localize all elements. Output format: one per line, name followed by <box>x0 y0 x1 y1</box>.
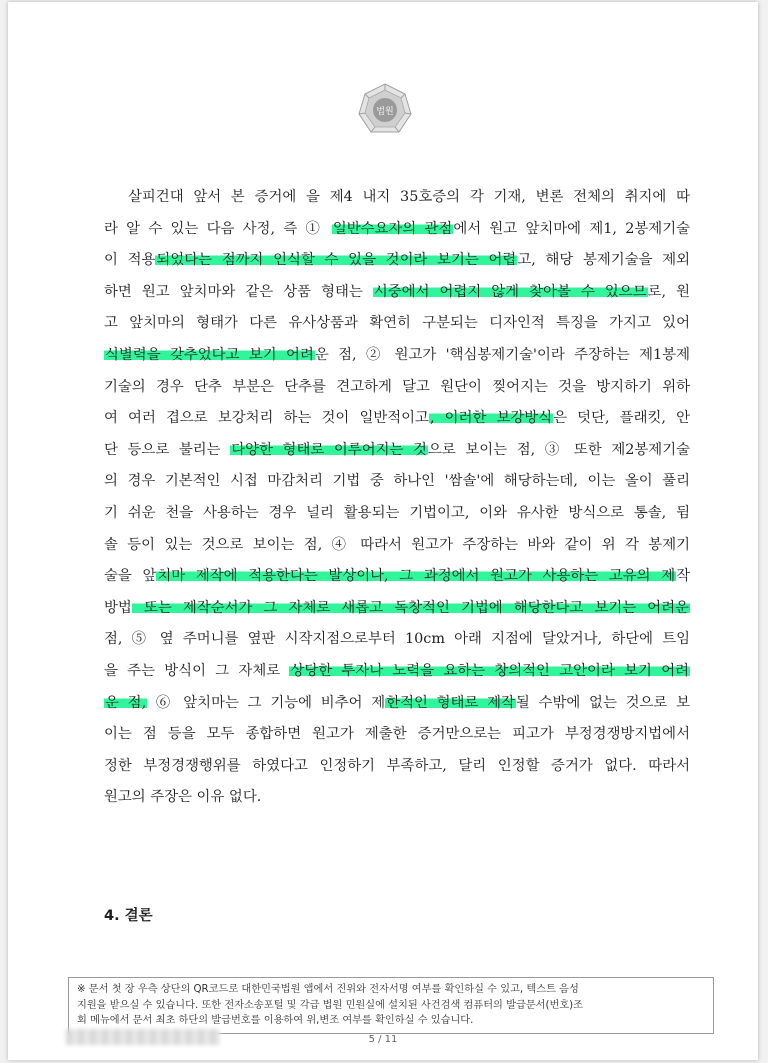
body-text-segment: 기술의 경우 단추 부분은 단추를 견고하게 달고 원단이 찢어지는 것을 방지하기 위하 <box>104 378 690 395</box>
highlighted-text: 식별력을 갖추었다고 보기 어려 <box>105 346 314 363</box>
body-text-segment: 방법 <box>104 599 132 616</box>
body-line <box>104 214 690 246</box>
body-line <box>104 624 690 656</box>
body-line <box>104 340 690 372</box>
body-text-segment: 솔 등이 있는 것으로 보이는 점, ④ 따라서 원고가 주장하는 바와 같이 위 각 봉제기 <box>104 536 690 553</box>
body-text-segment: 작 <box>676 568 690 585</box>
emblem-label: 법원 <box>376 107 394 117</box>
body-line <box>104 277 690 309</box>
body-text-segment: 술을 앞 <box>104 568 157 585</box>
body-line <box>104 530 690 562</box>
body-text-segment: 점, ⑤ 옆 주머니를 옆판 시작지점으로부터 10cm 아래 지점에 달았거나, 하단에 트임 <box>104 631 690 648</box>
verification-notice-box <box>68 977 714 1034</box>
highlighted-text: 운 점, <box>105 694 147 711</box>
body-line <box>104 435 690 467</box>
body-text-segment: 원고의 주장은 이유 없다. <box>104 789 262 806</box>
body-line <box>104 656 690 688</box>
notice-line: 회 메뉴에서 문서 최초 하단의 발급번호를 이용하여 위,변조 여부를 확인하실 수 있습니다. <box>77 1015 474 1026</box>
body-text-segment: 의 경우 기본적인 시접 마감처리 기법 중 하나인 '쌈솔'에 해당하는데, 이는 올이 풀리 <box>104 473 690 490</box>
body-text-segment: 을 주는 방식이 그 자체로 <box>104 662 290 679</box>
body-text-segment: 라 알 수 있는 다음 사정, 즉 ① <box>104 220 332 237</box>
body-text-segment: 여 여러 겹으로 보강처리 하는 것이 일반적이고 <box>104 410 429 427</box>
body-text-segment: 운 점, ② 원고가 '핵심봉제기술'이라 주장하는 제1봉제 <box>314 346 690 363</box>
body-text-segment: 이 적용 <box>104 252 156 269</box>
body-text-segment: ⑥ 앞치마는 그 기능에 비추어 제 <box>147 694 386 711</box>
body-text-segment: 으로 보이는 점, ③ 또한 제2봉제기술 <box>427 441 690 458</box>
body-line <box>104 688 690 720</box>
body-text-segment: 살피건대 앞서 본 증거에 을 제4 내지 35호증의 각 기재, 변론 전체의 취지에 따 <box>128 189 690 205</box>
body-line <box>104 372 690 404</box>
body-line <box>104 751 690 783</box>
body-line <box>104 593 690 625</box>
body-text-segment: 하면 원고 앞치마와 같은 상품 형태는 <box>104 283 373 300</box>
body-text-segment: 은 덧단, 플래킷, 안 <box>553 410 690 427</box>
body-text-segment: 단 등으로 불리는 <box>104 441 231 458</box>
body-text-segment: 고, 해당 봉제기술을 제외 <box>517 252 691 269</box>
body-text-segment: 로, 원 <box>647 283 691 300</box>
body-text-segment: 고 앞치마의 형태가 다른 유사상품과 확연히 구분되는 디자인적 특징을 가지고 있어 <box>104 315 690 332</box>
body-line <box>104 403 690 435</box>
body-text-segment: 에서 원고 앞치마에 제1, 2봉제기술 <box>453 220 690 237</box>
body-line <box>104 308 690 340</box>
body-line <box>104 719 690 751</box>
page-number: 5 / 11 <box>368 1034 398 1045</box>
body-line <box>104 561 690 593</box>
body-text-segment: 될 수밖에 없는 것으로 보 <box>515 694 691 711</box>
highlighted-text: 되었다는 점까지 인식할 수 있을 것이라 보기는 어렵 <box>156 252 517 269</box>
highlighted-text: 다양한 형태로 이루어지는 것 <box>231 441 427 458</box>
body-text-segment: 이는 점 등을 모두 종합하면 원고가 제출한 증거만으로는 피고가 부정경쟁방지법에서 <box>104 726 690 743</box>
highlighted-text: 또는 제작순서가 그 자체로 새롭고 독창적인 기법에 해당한다고 보기는 어려운 <box>132 599 689 616</box>
highlighted-text: 시중에서 어렵지 않게 찾아볼 수 있으므 <box>373 283 647 300</box>
judgment-body-paragraph <box>104 182 690 814</box>
highlighted-text: , 이러한 보강방식 <box>429 410 553 427</box>
section-title: 4. 결론 <box>104 908 153 924</box>
body-line <box>104 466 690 498</box>
highlighted-text: 한적인 형태로 제작 <box>386 694 515 711</box>
notice-line: 지원을 받으실 수 있습니다. 또한 전자소송포털 및 각급 법원 민원실에 설치된 사건검색 컴퓨터의 발급문서(번호)조 <box>77 999 583 1011</box>
body-text-segment: 정한 부정경쟁행위를 하였다고 인정하기 부족하고, 달리 인정할 증거가 없다. 따라서 <box>104 757 690 774</box>
court-emblem-icon <box>357 82 413 138</box>
highlighted-text: 치마 제작에 적용한다는 발상이나, 그 과정에서 원고가 사용하는 고유의 제 <box>157 568 676 585</box>
body-line <box>104 245 690 277</box>
body-line <box>104 498 690 530</box>
highlighted-text: 상당한 투자나 노력을 요하는 창의적인 고안이라 보기 어려 <box>290 662 690 679</box>
highlighted-text: 일반수요자의 관점 <box>332 220 453 237</box>
notice-line: ※ 문서 첫 장 우측 상단의 QR코드로 대한민국법원 앱에서 진위와 전자서명 여부를 확인하실 수 있고, 텍스트 음성 <box>77 984 579 995</box>
body-line <box>104 782 690 814</box>
document-page <box>8 2 758 1060</box>
body-line <box>104 182 690 214</box>
body-text-segment: 기 쉬운 천을 사용하는 경우 널리 활용되는 기법이고, 이와 유사한 방식으로 통솔, 뒴 <box>104 504 690 521</box>
